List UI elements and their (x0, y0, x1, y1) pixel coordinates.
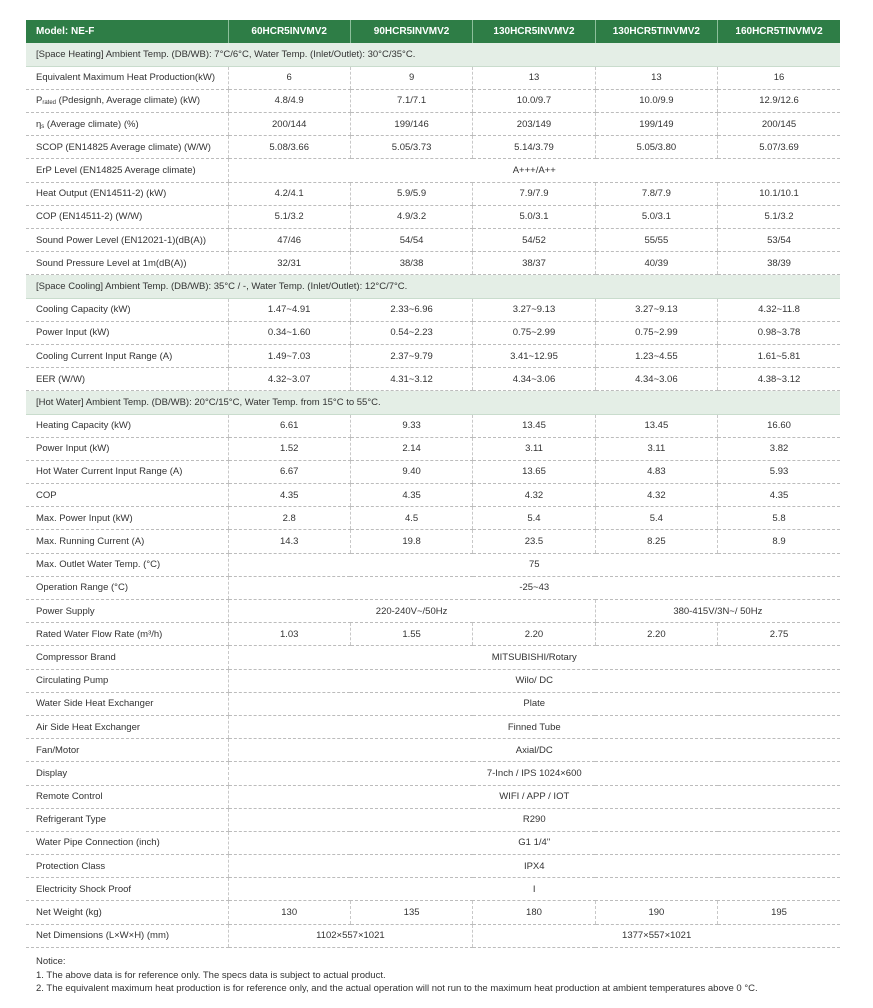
row-label: Compressor Brand (26, 646, 228, 669)
spec-value: 2.75 (718, 623, 840, 646)
spec-value: 23.5 (473, 530, 595, 553)
label-symbol: P (36, 95, 43, 107)
spec-value: 3.27~9.13 (473, 298, 595, 321)
section-title: [Space Heating] Ambient Temp. (DB/WB): 7°C/6°C, Water Temp. (Inlet/Outlet): 30°C/35°C. (26, 43, 840, 66)
spec-value: 54/54 (350, 229, 472, 252)
table-row (26, 576, 840, 599)
spec-value: 2.14 (350, 437, 472, 460)
table-row (26, 762, 840, 785)
spec-value: 8.9 (718, 530, 840, 553)
spec-value: 3.82 (718, 437, 840, 460)
dimension-value: 1377×557×1021 (473, 924, 840, 947)
row-label (26, 113, 228, 136)
row-label: Net Weight (kg) (26, 901, 228, 924)
table-row (26, 229, 840, 252)
table-row (26, 600, 840, 623)
spec-value: 4.34~3.06 (473, 368, 595, 391)
row-label: Water Pipe Connection (inch) (26, 831, 228, 854)
row-label: Hot Water Current Input Range (A) (26, 460, 228, 483)
row-label: Max. Power Input (kW) (26, 507, 228, 530)
spec-value: 199/149 (595, 113, 717, 136)
row-label: Rated Water Flow Rate (m³/h) (26, 623, 228, 646)
spec-value: 38/37 (473, 252, 595, 275)
table-row (26, 739, 840, 762)
section-title: [Space Cooling] Ambient Temp. (DB/WB): 35°C / -, Water Temp. (Inlet/Outlet): 12°C/7°C. (26, 275, 840, 298)
table-row (26, 669, 840, 692)
spec-value: 5.4 (595, 507, 717, 530)
spec-value: 10.0/9.7 (473, 89, 595, 112)
row-label: Power Input (kW) (26, 321, 228, 344)
spec-value: 203/149 (473, 113, 595, 136)
row-label: COP (EN14511-2) (W/W) (26, 205, 228, 228)
spec-value: 4.38~3.12 (718, 368, 840, 391)
spec-value: 135 (350, 901, 472, 924)
merged-value: Axial/DC (228, 739, 840, 762)
table-row (26, 831, 840, 854)
row-label: Heating Capacity (kW) (26, 414, 228, 437)
row-label: Air Side Heat Exchanger (26, 715, 228, 738)
spec-value: 5.0/3.1 (473, 205, 595, 228)
table-row (26, 553, 840, 576)
row-label: Refrigerant Type (26, 808, 228, 831)
table-header-row (26, 20, 840, 43)
table-row (26, 368, 840, 391)
row-label: SCOP (EN14825 Average climate) (W/W) (26, 136, 228, 159)
spec-value: 4.5 (350, 507, 472, 530)
table-row (26, 182, 840, 205)
merged-value: A+++/A++ (228, 159, 840, 182)
merged-value: Wilo/ DC (228, 669, 840, 692)
single-phase-supply: 220-240V~/50Hz (228, 600, 595, 623)
spec-value: 4.35 (228, 484, 350, 507)
spec-value: 0.34~1.60 (228, 321, 350, 344)
spec-value: 6.61 (228, 414, 350, 437)
spec-value: 13.45 (595, 414, 717, 437)
spec-value: 5.8 (718, 507, 840, 530)
spec-value: 9 (350, 66, 472, 89)
merged-value: -25~43 (228, 576, 840, 599)
spec-value: 199/146 (350, 113, 472, 136)
spec-value: 4.83 (595, 460, 717, 483)
spec-value: 13.45 (473, 414, 595, 437)
spec-value: 54/52 (473, 229, 595, 252)
spec-value: 3.11 (473, 437, 595, 460)
spec-value: 4.32 (473, 484, 595, 507)
table-row (26, 507, 840, 530)
spec-value: 10.1/10.1 (718, 182, 840, 205)
spec-value: 5.0/3.1 (595, 205, 717, 228)
spec-value: 4.32 (595, 484, 717, 507)
label-symbol: η (36, 118, 42, 130)
row-label: Sound Power Level (EN12021-1)(dB(A)) (26, 229, 228, 252)
spec-value: 1.55 (350, 623, 472, 646)
model-header: 60HCR5INVMV2 (228, 20, 350, 43)
spec-value: 0.75~2.99 (473, 321, 595, 344)
spec-value: 4.32~3.07 (228, 368, 350, 391)
spec-value: 4.2/4.1 (228, 182, 350, 205)
merged-value: R290 (228, 808, 840, 831)
spec-value: 3.11 (595, 437, 717, 460)
table-row (26, 159, 840, 182)
spec-value: 2.20 (595, 623, 717, 646)
row-label: Sound Pressure Level at 1m(dB(A)) (26, 252, 228, 275)
spec-value: 1.61~5.81 (718, 344, 840, 367)
spec-value: 9.33 (350, 414, 472, 437)
row-label: Protection Class (26, 855, 228, 878)
row-label: Fan/Motor (26, 739, 228, 762)
row-label: Display (26, 762, 228, 785)
spec-value: 180 (473, 901, 595, 924)
row-label: COP (26, 484, 228, 507)
spec-value: 130 (228, 901, 350, 924)
spec-value: 4.35 (350, 484, 472, 507)
table-row (26, 808, 840, 831)
spec-value: 3.41~12.95 (473, 344, 595, 367)
label-subscript: rated (42, 100, 57, 107)
spec-value: 1.49~7.03 (228, 344, 350, 367)
spec-value: 0.98~3.78 (718, 321, 840, 344)
spec-value: 40/39 (595, 252, 717, 275)
table-row (26, 321, 840, 344)
table-row (26, 715, 840, 738)
row-label: Circulating Pump (26, 669, 228, 692)
table-row (26, 484, 840, 507)
row-label: Water Side Heat Exchanger (26, 692, 228, 715)
model-header: 130HCR5INVMV2 (473, 20, 595, 43)
spec-value: 0.54~2.23 (350, 321, 472, 344)
spec-value: 7.8/7.9 (595, 182, 717, 205)
spec-value: 13 (473, 66, 595, 89)
row-label: Max. Running Current (A) (26, 530, 228, 553)
table-row (26, 344, 840, 367)
table-row (26, 414, 840, 437)
spec-value: 3.27~9.13 (595, 298, 717, 321)
notice-title: Notice: (36, 956, 66, 967)
spec-value: 12.9/12.6 (718, 89, 840, 112)
table-row (26, 252, 840, 275)
row-label: Power Input (kW) (26, 437, 228, 460)
spec-value: 1.47~4.91 (228, 298, 350, 321)
spec-value: 2.8 (228, 507, 350, 530)
merged-value: WIFI / APP / IOT (228, 785, 840, 808)
spec-value: 2.37~9.79 (350, 344, 472, 367)
spec-table (26, 20, 840, 948)
spec-value: 47/46 (228, 229, 350, 252)
spec-value: 200/145 (718, 113, 840, 136)
row-label: Heat Output (EN14511-2) (kW) (26, 182, 228, 205)
spec-value: 13 (595, 66, 717, 89)
model-label: Model: NE-F (26, 20, 228, 43)
spec-value: 4.31~3.12 (350, 368, 472, 391)
model-header: 130HCR5TINVMV2 (595, 20, 717, 43)
row-label: Net Dimensions (L×W×H) (mm) (26, 924, 228, 947)
table-row (26, 89, 840, 112)
label-text: (Pdesignh, Average climate) (kW) (56, 95, 200, 107)
spec-value: 16.60 (718, 414, 840, 437)
spec-value: 4.8/4.9 (228, 89, 350, 112)
spec-value: 32/31 (228, 252, 350, 275)
spec-value: 190 (595, 901, 717, 924)
merged-value: 7-Inch / IPS 1024×600 (228, 762, 840, 785)
spec-value: 7.1/7.1 (350, 89, 472, 112)
table-row (26, 460, 840, 483)
row-label: Remote Control (26, 785, 228, 808)
spec-value: 10.0/9.9 (595, 89, 717, 112)
spec-value: 5.08/3.66 (228, 136, 350, 159)
notice-block (36, 955, 758, 996)
row-label: Cooling Capacity (kW) (26, 298, 228, 321)
table-row (26, 205, 840, 228)
table-row (26, 113, 840, 136)
spec-value: 38/39 (718, 252, 840, 275)
notice-item: 2. The equivalent maximum heat production is for reference only, and the actual operation will not run to the maximum heat production at ambient temperatures above 0 °C. (36, 983, 758, 994)
spec-sheet (26, 20, 840, 948)
table-row (26, 530, 840, 553)
section-row (26, 391, 840, 414)
table-row (26, 298, 840, 321)
spec-value: 5.9/5.9 (350, 182, 472, 205)
table-row (26, 646, 840, 669)
notice-item: 1. The above data is for reference only. The specs data is subject to actual product. (36, 969, 386, 981)
spec-value: 14.3 (228, 530, 350, 553)
spec-value: 38/38 (350, 252, 472, 275)
row-label: Cooling Current Input Range (A) (26, 344, 228, 367)
row-label: ErP Level (EN14825 Average climate) (26, 159, 228, 182)
spec-value: 4.34~3.06 (595, 368, 717, 391)
spec-value: 13.65 (473, 460, 595, 483)
table-row (26, 623, 840, 646)
model-header: 160HCR5TINVMV2 (718, 20, 840, 43)
merged-value: G1 1/4" (228, 831, 840, 854)
spec-value: 4.35 (718, 484, 840, 507)
spec-value: 195 (718, 901, 840, 924)
section-title: [Hot Water] Ambient Temp. (DB/WB): 20°C/15°C, Water Temp. from 15°C to 55°C. (26, 391, 840, 414)
spec-value: 1.52 (228, 437, 350, 460)
merged-value: IPX4 (228, 855, 840, 878)
spec-value: 5.93 (718, 460, 840, 483)
spec-value: 5.07/3.69 (718, 136, 840, 159)
table-row (26, 855, 840, 878)
spec-value: 9.40 (350, 460, 472, 483)
spec-value: 16 (718, 66, 840, 89)
table-row (26, 878, 840, 901)
merged-value: 75 (228, 553, 840, 576)
spec-value: 5.05/3.80 (595, 136, 717, 159)
spec-value: 0.75~2.99 (595, 321, 717, 344)
spec-value: 7.9/7.9 (473, 182, 595, 205)
row-label: Equivalent Maximum Heat Production(kW) (26, 66, 228, 89)
spec-value: 5.4 (473, 507, 595, 530)
table-row (26, 692, 840, 715)
table-body (26, 43, 840, 947)
row-label: EER (W/W) (26, 368, 228, 391)
spec-value: 8.25 (595, 530, 717, 553)
table-row (26, 785, 840, 808)
merged-value: Finned Tube (228, 715, 840, 738)
spec-value: 1.03 (228, 623, 350, 646)
table-row (26, 901, 840, 924)
section-row (26, 275, 840, 298)
spec-value: 6.67 (228, 460, 350, 483)
spec-value: 6 (228, 66, 350, 89)
merged-value: MITSUBISHI/Rotary (228, 646, 840, 669)
spec-value: 5.14/3.79 (473, 136, 595, 159)
row-label: Max. Outlet Water Temp. (°C) (26, 553, 228, 576)
merged-value: I (228, 878, 840, 901)
spec-value: 2.33~6.96 (350, 298, 472, 321)
spec-value: 200/144 (228, 113, 350, 136)
merged-value: Plate (228, 692, 840, 715)
spec-value: 19.8 (350, 530, 472, 553)
dimension-value: 1102×557×1021 (228, 924, 473, 947)
spec-value: 53/54 (718, 229, 840, 252)
table-row (26, 136, 840, 159)
row-label: Electricity Shock Proof (26, 878, 228, 901)
spec-value: 55/55 (595, 229, 717, 252)
row-label: Operation Range (°C) (26, 576, 228, 599)
label-subscript: s (41, 123, 45, 130)
spec-value: 1.23~4.55 (595, 344, 717, 367)
label-text: (Average climate) (%) (44, 118, 139, 130)
table-row (26, 924, 840, 947)
three-phase-supply: 380-415V/3N~/ 50Hz (595, 600, 840, 623)
section-row (26, 43, 840, 66)
spec-value: 4.9/3.2 (350, 205, 472, 228)
spec-value: 5.1/3.2 (228, 205, 350, 228)
model-header: 90HCR5INVMV2 (350, 20, 472, 43)
row-label (26, 89, 228, 112)
table-row (26, 66, 840, 89)
spec-value: 5.1/3.2 (718, 205, 840, 228)
spec-value: 4.32~11.8 (718, 298, 840, 321)
table-row (26, 437, 840, 460)
row-label: Power Supply (26, 600, 228, 623)
spec-value: 2.20 (473, 623, 595, 646)
spec-value: 5.05/3.73 (350, 136, 472, 159)
